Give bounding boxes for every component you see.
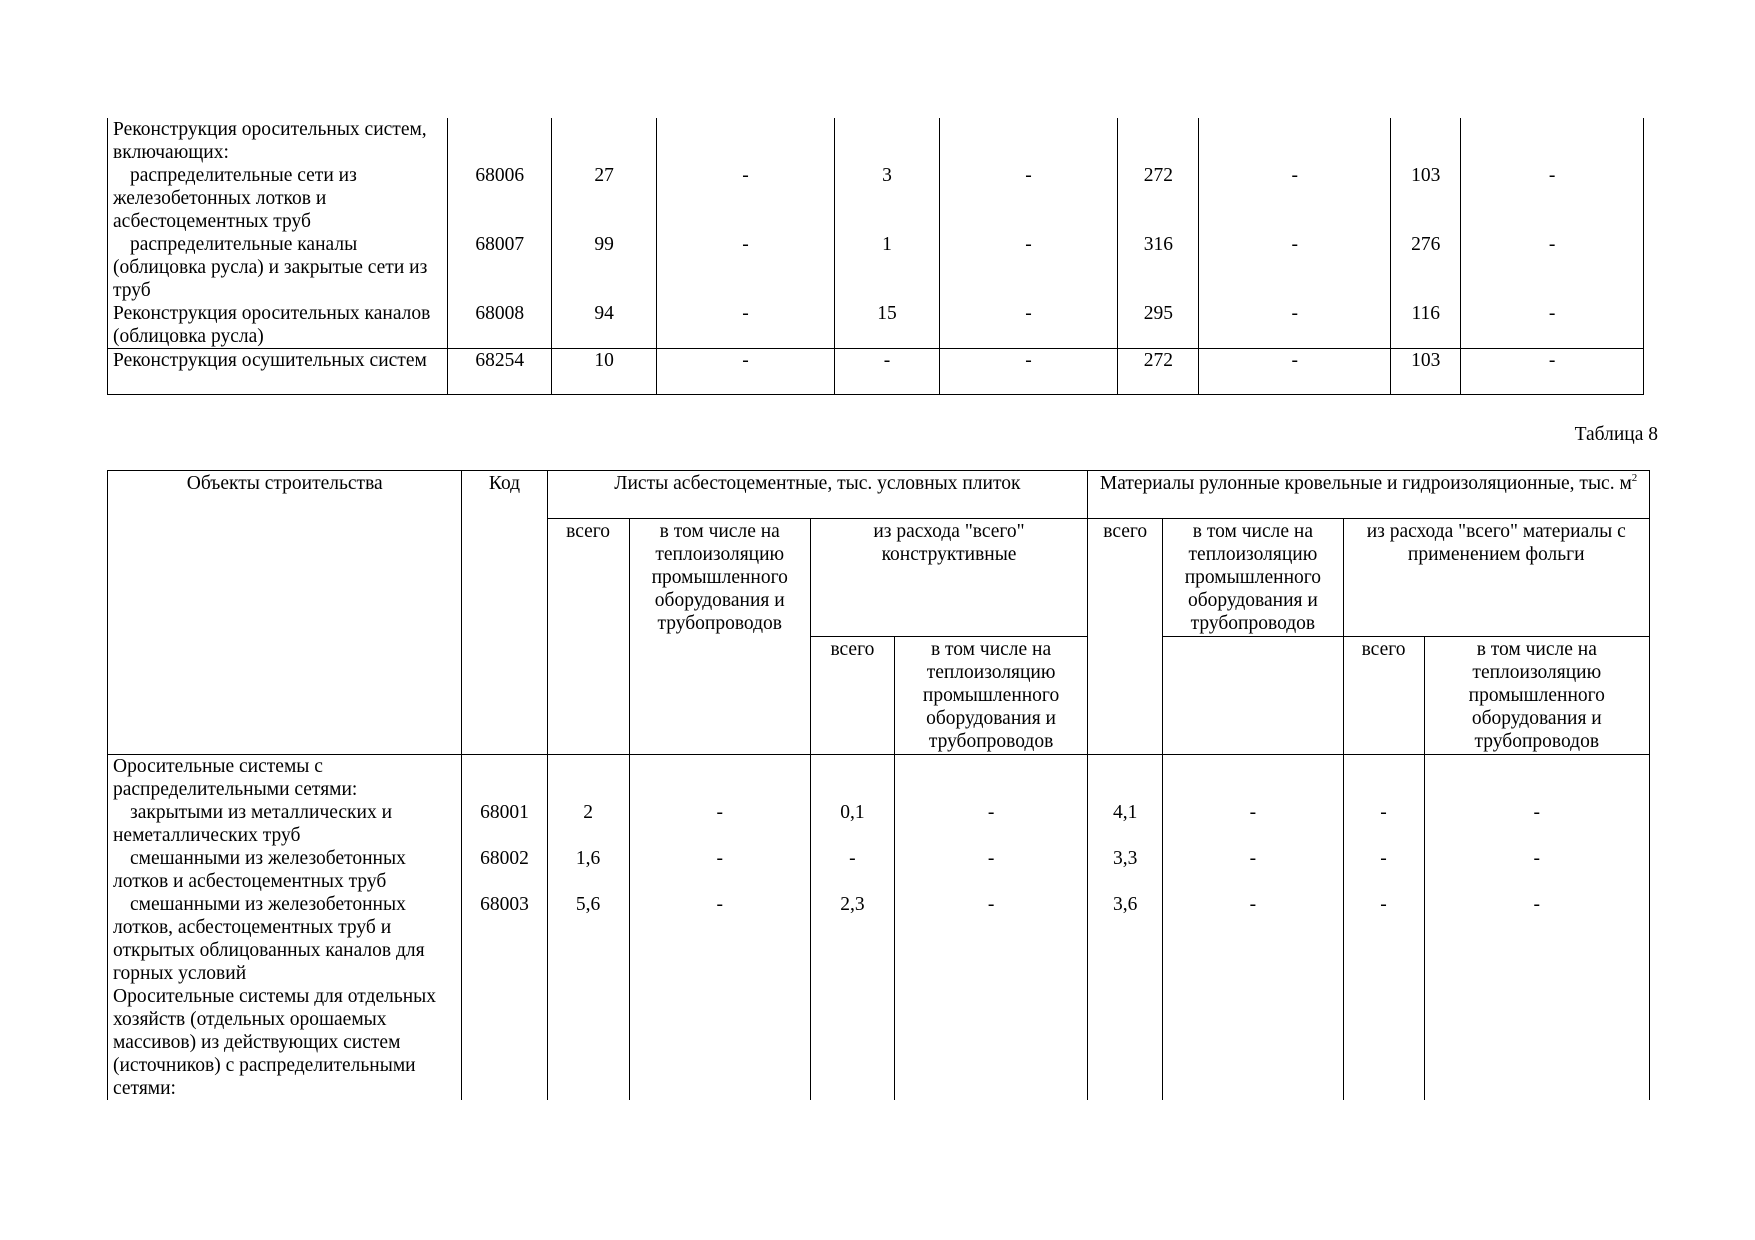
row-code: 68001 [462,801,547,847]
row-code: 68006 [448,164,552,233]
row-value: - [1163,893,1343,985]
header-code: Код [462,471,547,519]
row-value: 295 [1118,302,1199,349]
row-name: распределительные каналы (облицовка русла) и закрытые сети из труб [108,233,448,302]
table-row [108,118,1644,164]
row-name: смешанными из железобетонных лотков и асбестоцементных труб [108,847,462,893]
row-code: 68002 [462,847,547,893]
row-value: - [939,164,1118,233]
row-code: 68254 [448,349,552,395]
row-value [810,755,894,802]
row-value: 272 [1118,164,1199,233]
table-row [108,847,1650,893]
row-value: - [656,302,835,349]
row-name: распределительные сети из железобетонных лотков и асбестоцементных труб [108,164,448,233]
row-value: - [1163,801,1343,847]
row-value: - [629,893,810,985]
row-value [810,985,894,1100]
row-code [462,985,547,1100]
row-value: 2 [547,801,629,847]
header-incl-insulation-1: в том числе на теплоизоляцию промышленного оборудования и трубопроводов [629,519,810,637]
row-value: 316 [1118,233,1199,302]
row-name: Оросительные системы с распределительными сетями: [108,755,462,802]
row-code [448,118,552,164]
row-value: - [894,847,1087,893]
table-row [108,233,1644,302]
row-value: 3 [835,164,939,233]
row-value: 3,6 [1088,893,1163,985]
row-name: смешанными из железобетонных лотков, асбестоцементных труб и открытых облицованных каналов для горных условий [108,893,462,985]
row-value: - [1343,801,1424,847]
header-foil: из расхода "всего" материалы с применением фольги [1343,519,1650,637]
row-value: - [1461,302,1644,349]
table-row [108,755,1650,802]
row-name: Реконструкция осушительных систем [108,349,448,395]
table-row [108,893,1650,985]
row-value [1163,755,1343,802]
table-row [108,801,1650,847]
row-value: 27 [552,164,656,233]
row-value [1163,985,1343,1100]
row-value: - [656,233,835,302]
row-value [1424,985,1649,1100]
header-objects: Объекты строительства [108,471,462,519]
row-name: Реконструкция оросительных систем, включающих: [108,118,448,164]
row-value: - [1199,164,1391,233]
table-row [108,985,1650,1100]
row-name: закрытыми из металлических и неметаллических труб [108,801,462,847]
row-value: 5,6 [547,893,629,985]
table-8 [107,470,1650,1100]
row-value: - [629,801,810,847]
row-value [1343,755,1424,802]
header-constructive: из расхода "всего" конструктивные [810,519,1087,637]
row-value: 103 [1391,349,1461,395]
row-value: - [1461,164,1644,233]
table-row [108,349,1644,395]
row-value [894,985,1087,1100]
row-value: - [939,349,1118,395]
row-code: 68008 [448,302,552,349]
row-value: - [939,302,1118,349]
row-value [547,985,629,1100]
row-value [656,118,835,164]
table-caption: Таблица 8 [1574,424,1658,445]
table-continued [107,118,1644,395]
header-sub-incl-2: в том числе на теплоизоляцию промышленного оборудования и трубопроводов [1424,637,1649,755]
header-sub-total-2: всего [1343,637,1424,755]
row-value [1424,755,1649,802]
row-value: 99 [552,233,656,302]
row-value [629,985,810,1100]
row-value: - [835,349,939,395]
row-value: 103 [1391,164,1461,233]
row-value: - [1424,801,1649,847]
row-value: - [1461,233,1644,302]
row-value: 10 [552,349,656,395]
row-value [894,755,1087,802]
row-value [1461,118,1644,164]
header-roll-materials: Материалы рулонные кровельные и гидроизоляционные, тыс. $м^2$ [1088,471,1650,519]
header-sub-incl-1: в том числе на теплоизоляцию промышленного оборудования и трубопроводов [894,637,1087,755]
row-code: 68003 [462,893,547,985]
header-sub-total-1: всего [810,637,894,755]
row-value [552,118,656,164]
row-value: - [1461,349,1644,395]
row-value: 15 [835,302,939,349]
row-value: 272 [1118,349,1199,395]
row-value: 4,1 [1088,801,1163,847]
row-value: - [1199,233,1391,302]
row-value: - [656,349,835,395]
row-value: - [894,893,1087,985]
header-incl-insulation-2: в том числе на теплоизоляцию промышленного оборудования и трубопроводов [1163,519,1343,637]
row-value: 2,3 [810,893,894,985]
row-value: - [629,847,810,893]
row-value: - [1424,893,1649,985]
header-total-2: всего [1088,519,1163,637]
row-value [1088,985,1163,1100]
row-value [1391,118,1461,164]
table-row [108,302,1644,349]
row-value: - [894,801,1087,847]
row-value: 0,1 [810,801,894,847]
header-total-1: всего [547,519,629,637]
row-value: 116 [1391,302,1461,349]
row-name: Реконструкция оросительных каналов (облицовка русла) [108,302,448,349]
row-value [1343,985,1424,1100]
row-code [462,755,547,802]
row-value: 94 [552,302,656,349]
row-value [1088,755,1163,802]
row-value: 1,6 [547,847,629,893]
row-value: - [939,233,1118,302]
row-value [1118,118,1199,164]
row-value [1199,118,1391,164]
row-value: 1 [835,233,939,302]
row-value: - [1343,847,1424,893]
table-row [108,164,1644,233]
row-value: - [1199,302,1391,349]
row-value [939,118,1118,164]
row-value: 3,3 [1088,847,1163,893]
row-value [547,755,629,802]
row-value: 276 [1391,233,1461,302]
header-asbestos-sheets: Листы асбестоцементные, тыс. условных плиток [547,471,1088,519]
row-code: 68007 [448,233,552,302]
row-value [629,755,810,802]
row-value: - [1163,847,1343,893]
row-value: - [1199,349,1391,395]
row-name: Оросительные системы для отдельных хозяйств (отдельных орошаемых массивов) из действующих систем (источников) с распределительными сетями: [108,985,462,1100]
row-value [835,118,939,164]
row-value: - [656,164,835,233]
row-value: - [810,847,894,893]
row-value: - [1343,893,1424,985]
row-value: - [1424,847,1649,893]
